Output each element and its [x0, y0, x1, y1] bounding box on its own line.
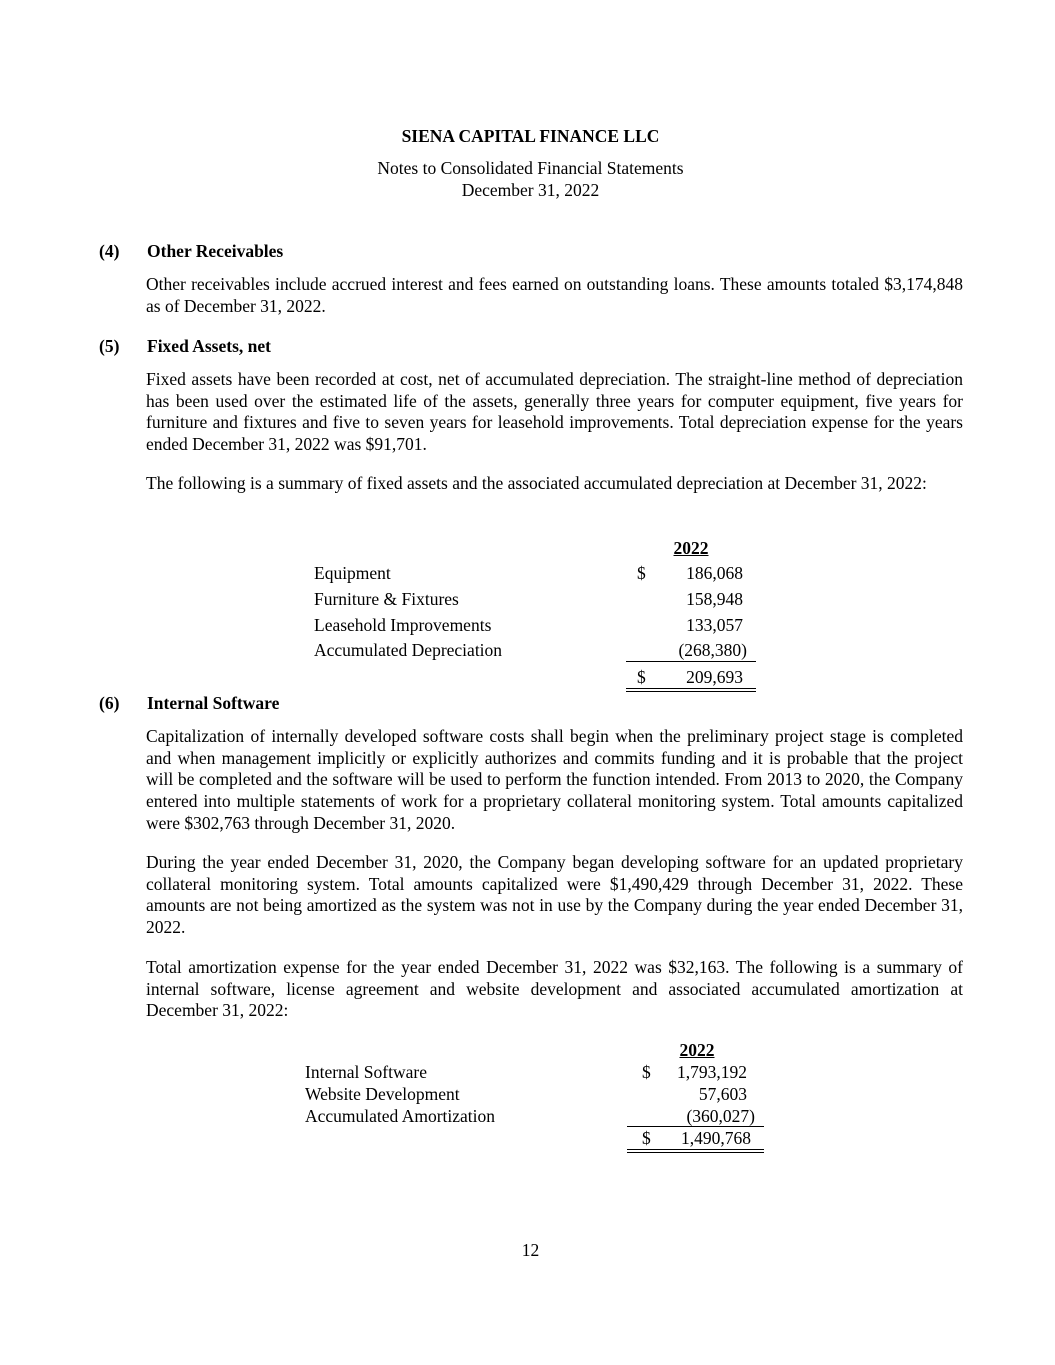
fixed-assets-total-value: 209,693 — [686, 667, 743, 687]
internal-software-total-double-rule-top — [627, 1149, 764, 1150]
fixed-assets-label-leasehold: Leasehold Improvements — [314, 615, 492, 635]
internal-software-label-software: Internal Software — [305, 1062, 427, 1082]
section-6-title: Internal Software — [147, 693, 280, 713]
internal-software-value-website: 57,603 — [698, 1084, 747, 1104]
internal-software-value-accumulated: (360,027) — [686, 1106, 755, 1126]
fixed-assets-label-furniture: Furniture & Fixtures — [314, 589, 459, 609]
section-5-paragraph-1: Fixed assets have been recorded at cost, net of accumulated depreciation. The straight-line method of depreciation has been used over the estimated life of the assets, generally three years for computer equipment, five years for furniture and fixtures and five to seven years for leasehold improvements. Total depreciation expense for the years ended December 31, 2022 was $91,701. — [146, 369, 963, 455]
fixed-assets-dollar-sign: $ — [637, 563, 646, 583]
document-subtitle: Notes to Consolidated Financial Statements — [377, 158, 684, 178]
internal-software-year-header: 2022 — [679, 1040, 715, 1060]
internal-software-total-dollar-sign: $ — [642, 1128, 651, 1148]
section-6-number: (6) — [99, 693, 120, 713]
fixed-assets-year-header: 2022 — [673, 538, 709, 558]
fixed-assets-subtotal-rule — [626, 661, 756, 662]
fixed-assets-value-equipment: 186,068 — [686, 563, 743, 583]
company-name: SIENA CAPITAL FINANCE LLC — [401, 126, 660, 146]
section-4-title: Other Receivables — [147, 241, 284, 261]
page-number: 12 — [521, 1240, 540, 1260]
section-6-paragraph-3: Total amortization expense for the year ended December 31, 2022 was $32,163. The following is a summary of internal software, license agreement and website development and associated accumulated amortization at December 31, 2022: — [146, 957, 963, 1021]
internal-software-total-value: 1,490,768 — [681, 1128, 751, 1148]
fixed-assets-label-equipment: Equipment — [314, 563, 391, 583]
section-4-number: (4) — [99, 241, 120, 261]
statement-date: December 31, 2022 — [461, 180, 600, 200]
fixed-assets-label-accumulated: Accumulated Depreciation — [314, 640, 503, 660]
fixed-assets-value-accumulated: (268,380) — [678, 640, 747, 660]
fixed-assets-total-double-rule-bottom — [626, 691, 756, 692]
section-5-paragraph-2: The following is a summary of fixed assets and the associated accumulated depreciation at December 31, 2022: — [146, 473, 927, 493]
section-5-number: (5) — [99, 336, 120, 356]
internal-software-label-accumulated: Accumulated Amortization — [305, 1106, 496, 1126]
internal-software-label-website: Website Development — [305, 1084, 460, 1104]
section-4-paragraph: Other receivables include accrued interest and fees earned on outstanding loans. These amounts totaled $3,174,848 as of December 31, 2022. — [146, 274, 963, 316]
internal-software-total-double-rule-bottom — [627, 1152, 764, 1153]
fixed-assets-total-dollar-sign: $ — [637, 667, 646, 687]
fixed-assets-value-leasehold: 133,057 — [686, 615, 743, 635]
fixed-assets-total-double-rule-top — [626, 688, 756, 689]
internal-software-dollar-sign: $ — [642, 1062, 651, 1082]
internal-software-value-software: 1,793,192 — [677, 1062, 747, 1082]
section-6-paragraph-1: Capitalization of internally developed software costs shall begin when the preliminary project stage is completed and when management implicitly or explicitly authorizes and commits funding and it is probable that the project will be completed and the software will be used to perform the function intended. From 2013 to 2020, the Company entered into multiple statements of work for a proprietary collateral monitoring system. Total amounts capitalized were $302,763 through December 31, 2020. — [146, 726, 963, 833]
section-6-paragraph-2: During the year ended December 31, 2020, the Company began developing software for an updated proprietary collateral monitoring system. Total amounts capitalized were $1,490,429 through December 31, 2022. These amounts are not being amortized as the system was not in use by the Company during the year ended December 31, 2022. — [146, 852, 963, 938]
section-5-title: Fixed Assets, net — [147, 336, 271, 356]
fixed-assets-value-furniture: 158,948 — [686, 589, 743, 609]
